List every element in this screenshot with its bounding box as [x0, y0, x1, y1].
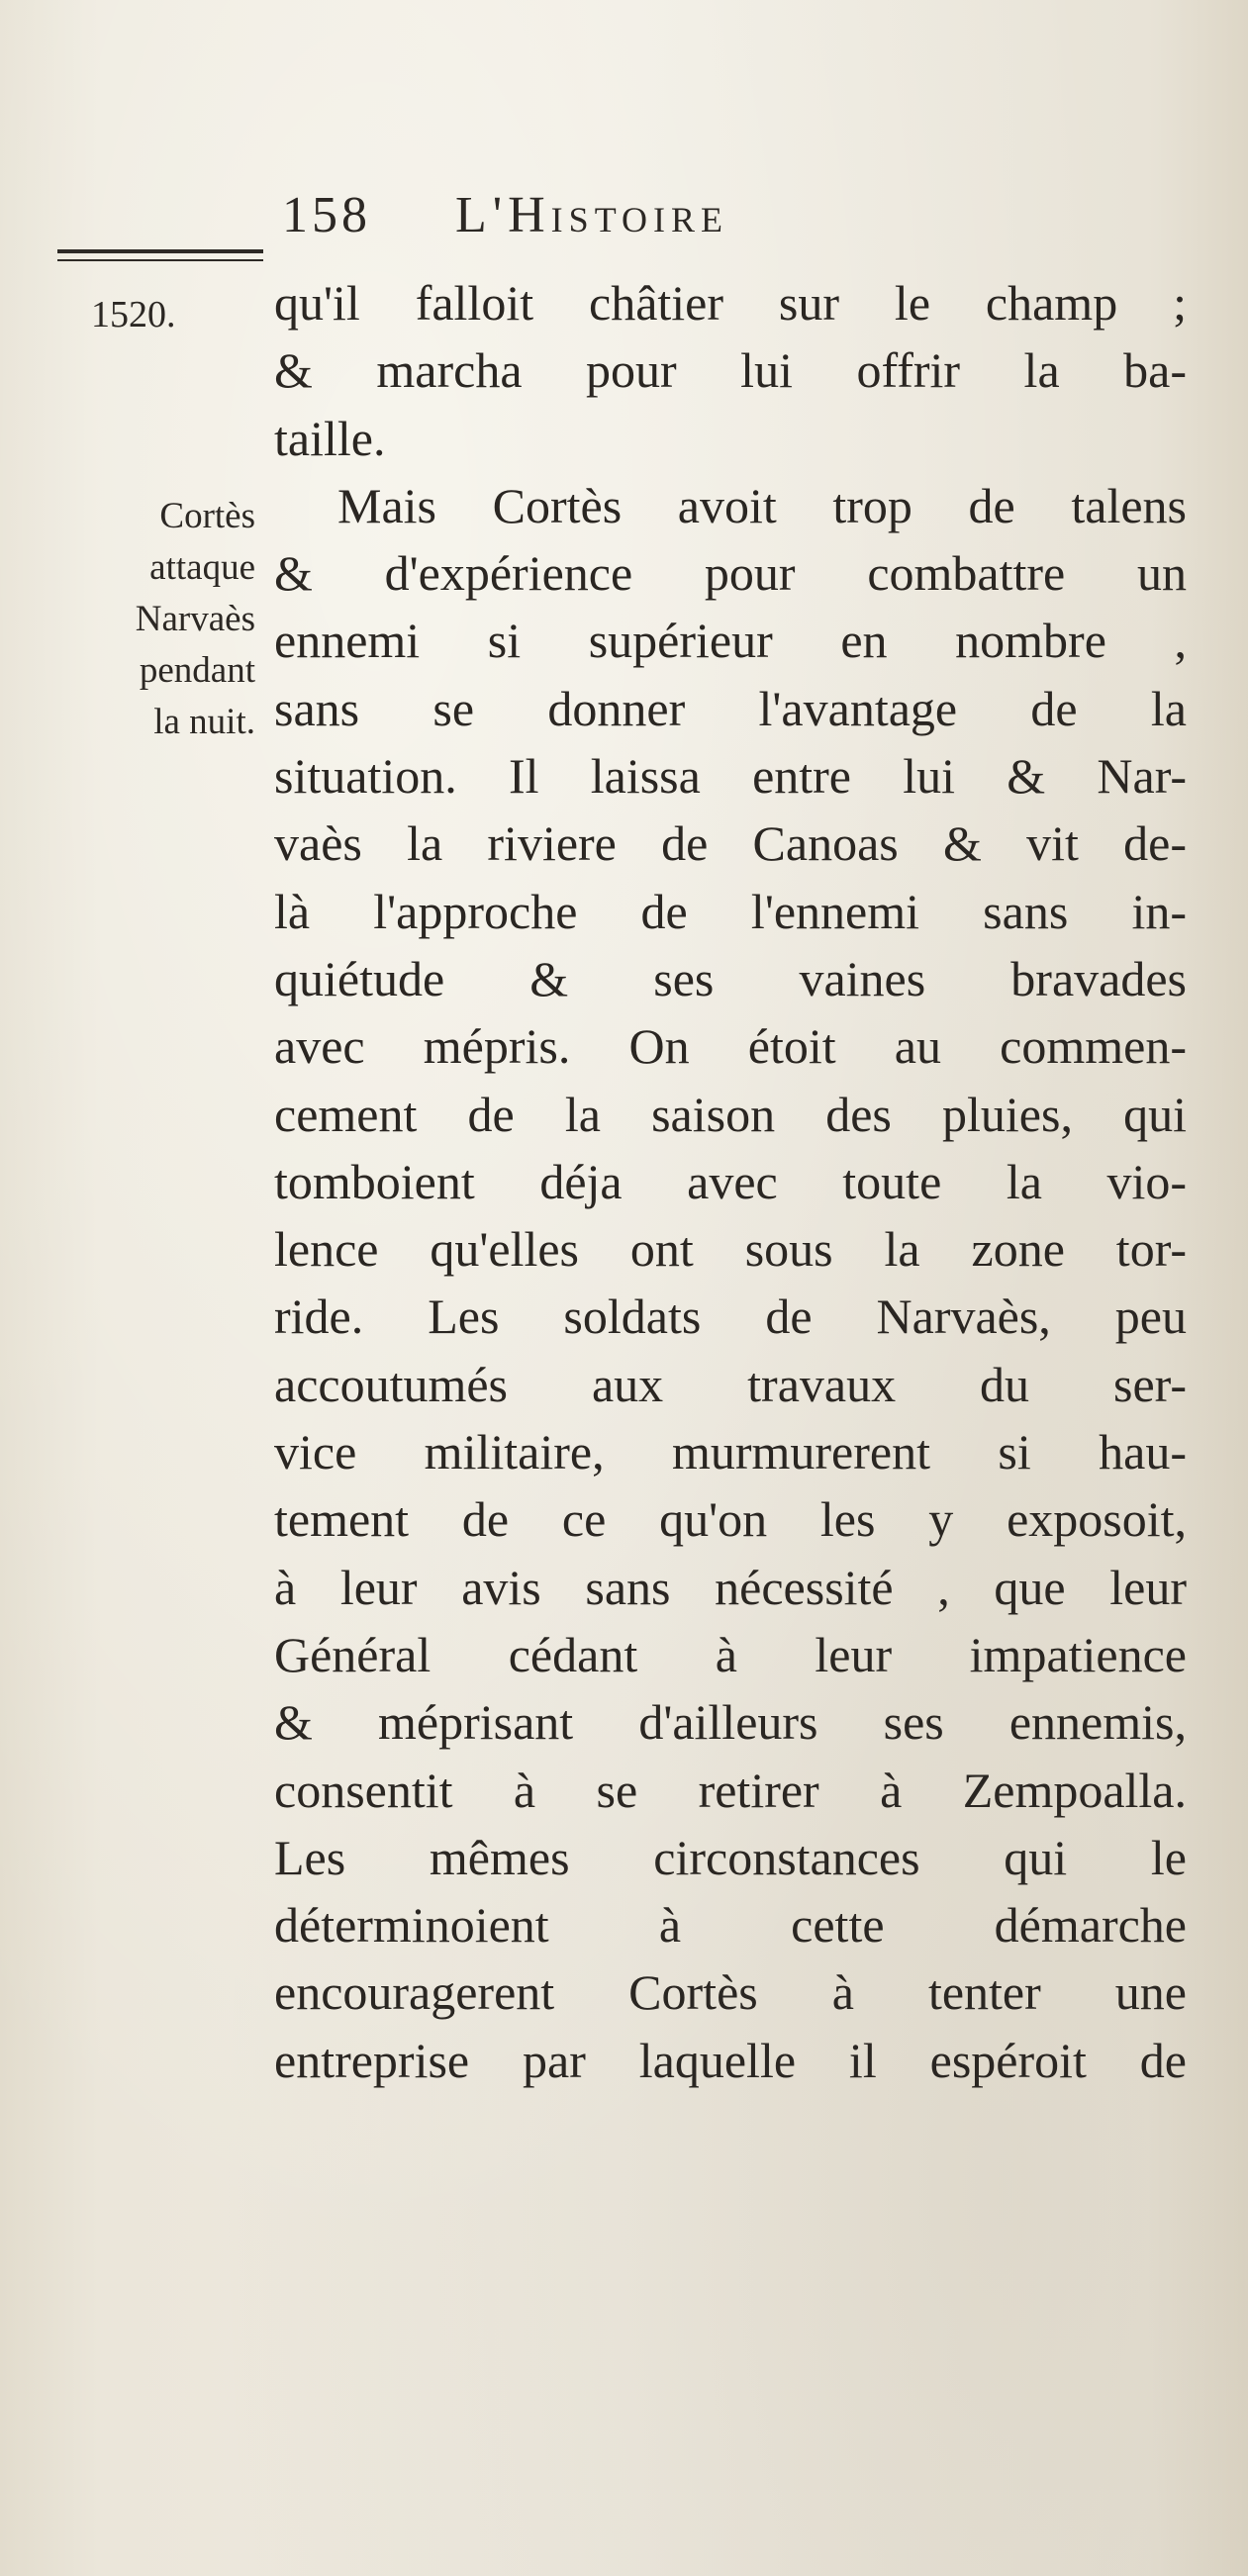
margin-year: 1520.: [91, 294, 176, 335]
text-line: situation. Il laissa entre lui & Nar-: [274, 748, 1187, 805]
text-line: cement de la saison des pluies, qui: [274, 1086, 1187, 1142]
text-line: & méprisant d'ailleurs ses ennemis,: [274, 1694, 1187, 1751]
text-line: lence qu'elles ont sous la zone tor-: [274, 1221, 1187, 1278]
text-line: entreprise par laquelle il espéroit de: [274, 2032, 1187, 2088]
text-line: tement de ce qu'on les y exposoit,: [274, 1491, 1187, 1548]
text-line: avec mépris. On étoit au commen-: [274, 1018, 1187, 1075]
text-line: vaès la riviere de Canoas & vit de-: [274, 815, 1187, 872]
text-line: & d'expérience pour combattre un: [274, 545, 1187, 602]
header-rule-thin: [57, 259, 263, 261]
running-title: L'Histoire: [455, 187, 729, 243]
text-line: tomboient déja avec toute la vio-: [274, 1153, 1187, 1209]
marginal-note-line: attaque: [149, 547, 255, 588]
text-line: sans se donner l'avantage de la: [274, 680, 1187, 736]
page-header: [282, 186, 728, 255]
marginal-note-line: Narvaès: [135, 599, 255, 639]
page-number: 158: [282, 187, 371, 243]
marginal-note: [36, 491, 255, 748]
marginal-note-line: Cortès: [159, 496, 255, 536]
text-line: vice militaire, murmurerent si hau-: [274, 1424, 1187, 1480]
text-line: à leur avis sans nécessité , que leur: [274, 1559, 1187, 1615]
text-line: & marcha pour lui offrir la ba-: [274, 342, 1187, 399]
text-line: Général cédant à leur impatience: [274, 1626, 1187, 1682]
text-line: encouragerent Cortès à tenter une: [274, 1964, 1187, 2021]
text-line: là l'approche de l'ennemi sans in-: [274, 883, 1187, 939]
body-text: [274, 269, 1187, 2094]
text-line: ride. Les soldats de Narvaès, peu: [274, 1288, 1187, 1345]
text-line: ennemi si supérieur en nombre ,: [274, 613, 1187, 669]
text-line: déterminoient à cette démarche: [274, 1897, 1187, 1954]
text-line: qu'il falloit châtier sur le champ ;: [274, 275, 1187, 331]
marginal-note-line: pendant: [139, 650, 255, 691]
text-line: taille.: [274, 410, 386, 466]
text-line: consentit à se retirer à Zempoalla.: [274, 1762, 1187, 1818]
header-rule: [57, 249, 263, 253]
text-line: accoutumés aux travaux du ser-: [274, 1356, 1187, 1412]
text-line: quiétude & ses vaines bravades: [274, 950, 1187, 1006]
marginal-note-line: la nuit.: [153, 702, 255, 742]
text-line: Mais Cortès avoit trop de talens: [337, 477, 1187, 533]
text-line: Les mêmes circonstances qui le: [274, 1829, 1187, 1885]
